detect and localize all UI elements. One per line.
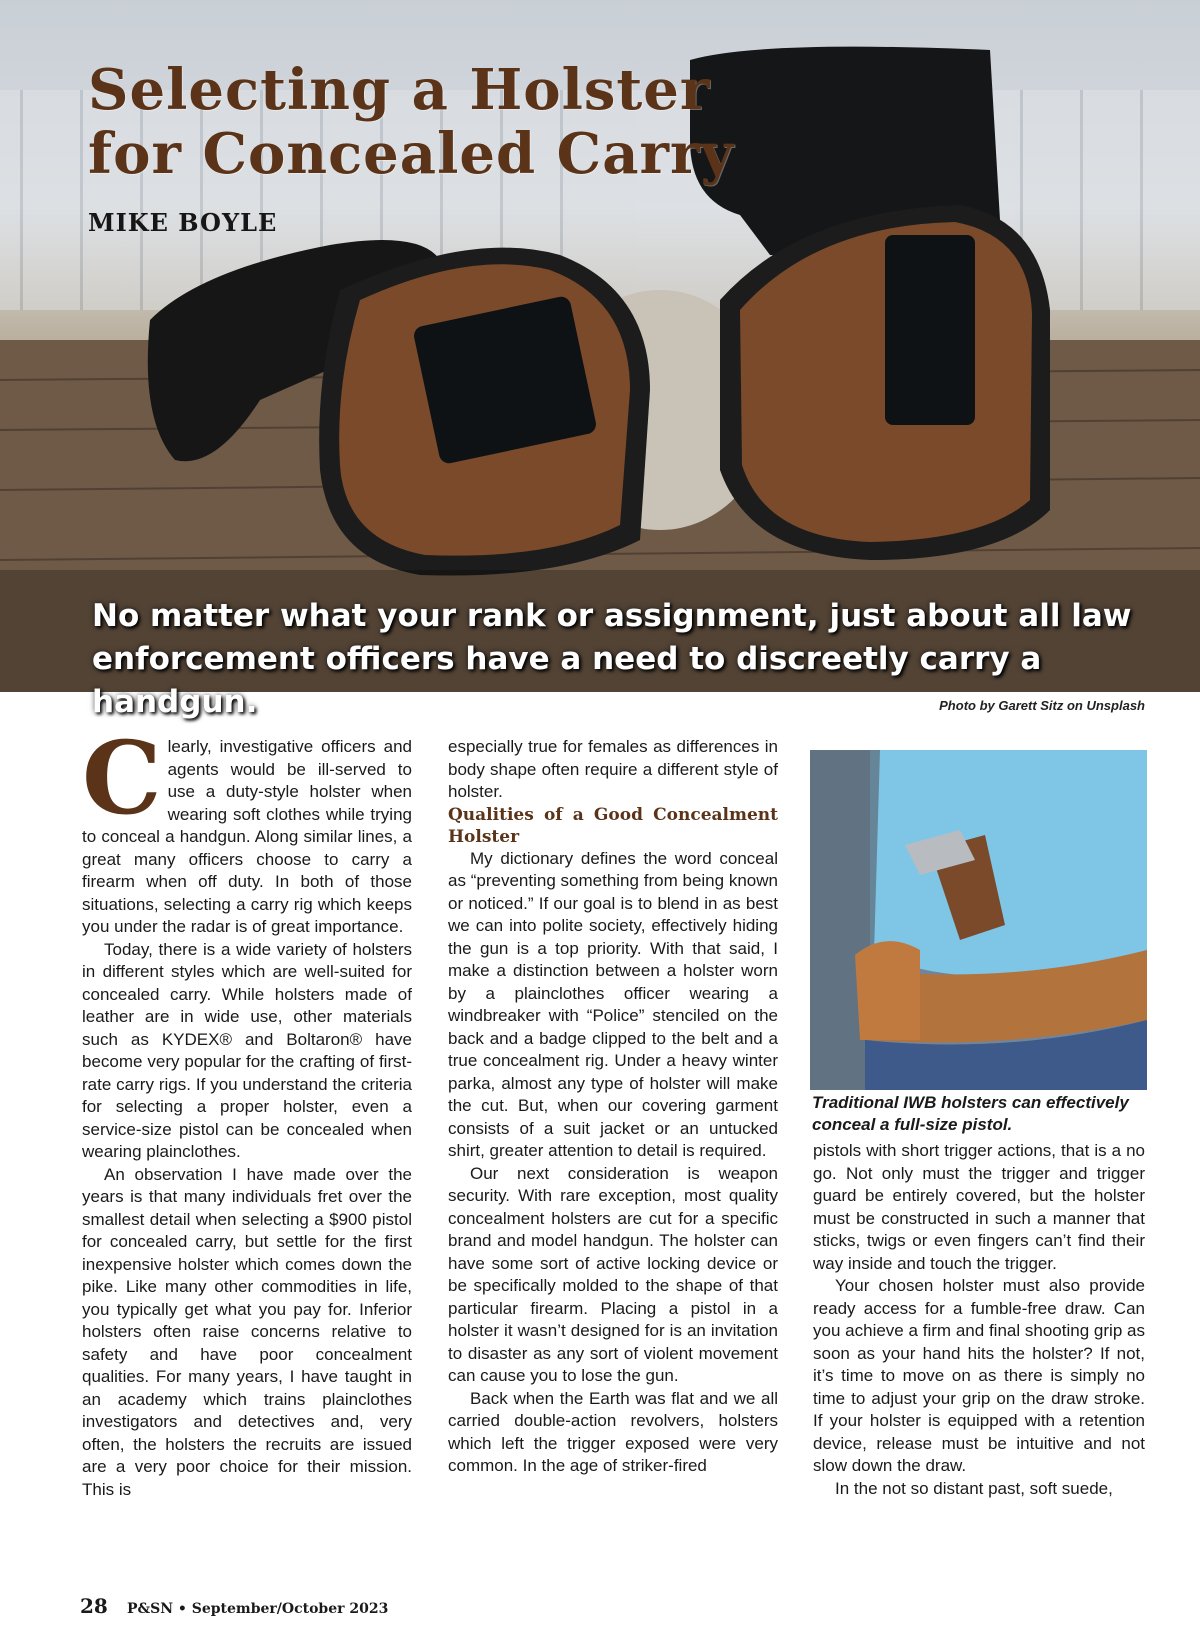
holster-photo: [810, 750, 1147, 1090]
text-column-1: [82, 719, 412, 1501]
paragraph: pistols with short trigger actions, that is a no go. Not only must the trigger and trigger guard be entirely covered, but the holster must be constructed in such a manner that sticks, twigs or even fingers can’t find their way inside and touch the trigger.: [813, 1141, 1145, 1273]
text-column-2: [448, 736, 778, 1478]
photo-caption: Traditional IWB holsters can effectively conceal a full-size pistol.: [812, 1093, 1129, 1134]
drop-cap: C: [82, 719, 162, 837]
paragraph-text: learly, investigative officers and agents would be ill-served to use a duty-style holster when wearing soft clothes while trying to conceal a handgun. Along similar lines, a great many officers choose to carry a firearm when off duty. In both of those situations, selecting a carry rig which keeps you under the radar is of great importance.: [82, 737, 412, 936]
paragraph: My dictionary defines the word conceal as “preventing something from being known or noticed.” If our goal is to blend in as best we can into polite society, effectively hiding the gun is a top priority. With that said, I make a distinction between a holster worn by a plainclothes officer wearing a windbreaker with “Police” stenciled on the back and a badge clipped to the belt and a true concealment rig. Under a heavy winter parka, almost any type of holster will make the cut. But, when our covering garment consists of a suit jacket or an untucked shirt, greater attention to detail is required.: [448, 848, 778, 1160]
paragraph: [82, 719, 412, 939]
author-byline: MIKE BOYLE: [88, 208, 278, 237]
holster-photo-illustration: [810, 750, 1147, 1090]
paragraph: Today, there is a wide variety of holsters in different styles which are well-suited for concealed carry. While holsters made of leather are in wide use, other materials such as KYDEX® and Boltaron® have become very popular for the crafting of first-rate carry rigs. If you understand the criteria for selecting a proper holster, even a service-size pistol can be concealed when wearing plainclothes.: [82, 939, 412, 1161]
page-footer: [80, 1594, 388, 1618]
paragraph: An observation I have made over the years is that many individuals fret over the smallest detail when selecting a $900 pistol for concealed carry, but settle for the first inexpensive holster which comes down the pike. Like many other commodities in life, you typically get what you pay for. Inferior holsters often raise concerns relative to safety and have poor concealment qualities. For many years, I have taught in an academy which trains plainclothes investigators and detectives and, very often, the holsters the recruits are issued are a very poor choice for their mission. This is: [82, 1164, 412, 1499]
section-subhead: Qualities of a Good Concealment Holster: [448, 804, 778, 847]
article-title: Selecting a Holster for Concealed Carry: [88, 57, 735, 187]
paragraph: In the not so distant past, soft suede,: [835, 1478, 1113, 1498]
text-column-3: [813, 1140, 1145, 1500]
paragraph: Our next consideration is weapon security. With rare exception, most quality concealment holsters are cut for a specific brand and model handgun. The holster can have some sort of active locking device or be specifically molded to the shape of that particular firearm. Placing a pistol in a holster it wasn’t designed for is an invitation to disaster as any sort of violent movement can cause you to lose the gun.: [448, 1163, 778, 1385]
paragraph: Your chosen holster must also provide ready access for a fumble-free draw. Can you achieve a firm and final shooting grip as soon as your hand hits the holster? If not, it’s time to move on as there is simply no time to adjust your grip on the draw stroke. If your holster is equipped with a retention device, release must be intuitive and not slow down the draw.: [813, 1276, 1145, 1475]
paragraph: especially true for females as differences in body shape often require a different style of holster.: [448, 737, 778, 801]
article-deck: No matter what your rank or assignment, just about all law enforcement officers have a need to discreetly carry a handgun.: [92, 598, 1132, 720]
page-number: 28: [80, 1594, 108, 1618]
photo-credit: Photo by Garett Sitz on Unsplash: [939, 698, 1145, 713]
paragraph: Back when the Earth was flat and we all carried double-action revolvers, holsters which left the trigger exposed were very common. In the age of striker-fired: [448, 1388, 778, 1475]
publication-info: P&SN • September/October 2023: [126, 1601, 389, 1617]
